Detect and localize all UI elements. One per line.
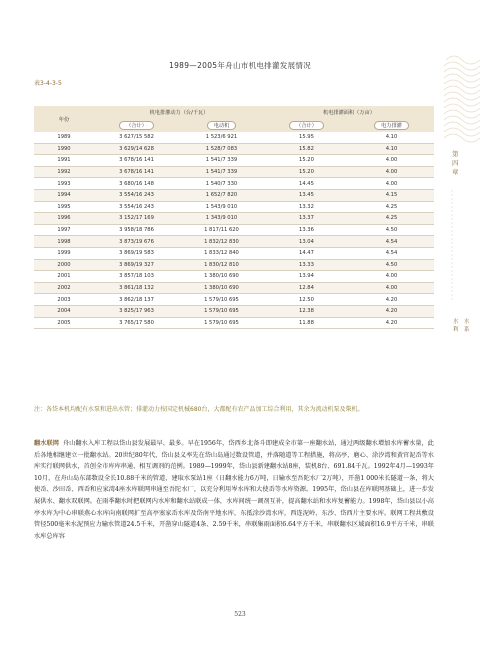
cell-power: 3 554/16 243 — [94, 201, 179, 213]
cell-motor: 1 528/7 083 — [179, 143, 264, 155]
cell-area: 12.84 — [264, 282, 349, 294]
header-motor-label: 电动机 — [207, 121, 237, 130]
table-row — [34, 155, 434, 167]
cell-motor: 1 380/10 690 — [179, 282, 264, 294]
cell-area: 14.47 — [264, 247, 349, 259]
table-number: 表3-4-3-5 — [34, 80, 62, 87]
cell-motor: 1 579/10 695 — [179, 317, 264, 329]
side-wave-decoration — [444, 0, 480, 651]
table-row — [34, 282, 434, 294]
cell-year: 1995 — [34, 201, 94, 213]
header-total — [94, 119, 179, 132]
cell-elec: 4.00 — [349, 166, 434, 178]
cell-motor: 1 817/11 620 — [179, 224, 264, 236]
cell-power: 3 678/16 141 — [94, 155, 179, 167]
table-row — [34, 247, 434, 259]
cell-power: 3 869/19 327 — [94, 259, 179, 271]
table-row — [34, 213, 434, 225]
cell-motor: 1 343/9 010 — [179, 213, 264, 225]
table-row — [34, 259, 434, 271]
cell-area: 15.82 — [264, 143, 349, 155]
cell-elec: 4.15 — [349, 189, 434, 201]
cell-elec: 4.20 — [349, 317, 434, 329]
cell-area: 13.32 — [264, 201, 349, 213]
cell-area: 13.33 — [264, 259, 349, 271]
table-row — [34, 143, 434, 155]
table-note: 注：各岱本机均配有水泵和进出水管；排灌动力按国定机械680台，大都配有农产品加工综合利用，其余为流动机泵及柴机。 — [34, 406, 364, 413]
cell-power: 3 629/14 628 — [94, 143, 179, 155]
cell-elec: 4.25 — [349, 213, 434, 225]
cell-year: 2003 — [34, 294, 94, 306]
header-total-label: （合计） — [119, 121, 154, 130]
cell-motor: 1 543/9 010 — [179, 201, 264, 213]
table-row — [34, 201, 434, 213]
header-total2 — [264, 119, 349, 132]
cell-year: 2002 — [34, 282, 94, 294]
cell-motor: 1 380/10 690 — [179, 271, 264, 283]
body-paragraph — [34, 438, 434, 542]
cell-power: 3 958/18 786 — [94, 224, 179, 236]
cell-year: 1993 — [34, 178, 94, 190]
cell-power: 3 627/15 582 — [94, 132, 179, 143]
table-row — [34, 132, 434, 143]
cell-year: 2001 — [34, 271, 94, 283]
cell-motor: 1 833/12 840 — [179, 247, 264, 259]
cell-motor: 1 652/7 820 — [179, 189, 264, 201]
side-sub-label-2: 水 系 — [464, 319, 470, 333]
cell-area: 13.37 — [264, 213, 349, 225]
cell-elec: 4.00 — [349, 271, 434, 283]
cell-area: 11.88 — [264, 317, 349, 329]
cell-elec: 4.20 — [349, 305, 434, 317]
cell-elec: 4.54 — [349, 247, 434, 259]
table-row — [34, 271, 434, 283]
cell-year: 1996 — [34, 213, 94, 225]
cell-motor: 1 579/10 695 — [179, 294, 264, 306]
table-row — [34, 294, 434, 306]
cell-motor: 1 523/6 921 — [179, 132, 264, 143]
cell-motor: 1 579/10 695 — [179, 305, 264, 317]
cell-area: 12.50 — [264, 294, 349, 306]
header-motor — [179, 119, 264, 132]
cell-power: 3 857/18 103 — [94, 271, 179, 283]
cell-area: 15.20 — [264, 155, 349, 167]
cell-area: 13.94 — [264, 271, 349, 283]
cell-motor: 1 541/7 339 — [179, 155, 264, 167]
cell-motor: 1 541/7 339 — [179, 166, 264, 178]
table-row — [34, 166, 434, 178]
cell-elec: 4.00 — [349, 178, 434, 190]
cell-power: 3 765/17 580 — [94, 317, 179, 329]
cell-area: 13.04 — [264, 236, 349, 248]
cell-elec: 4.10 — [349, 132, 434, 143]
cell-year: 2004 — [34, 305, 94, 317]
cell-area: 13.45 — [264, 189, 349, 201]
cell-elec: 4.20 — [349, 294, 434, 306]
page-title: 1989—2005年舟山市机电排灌发展情况 — [169, 61, 311, 70]
cell-power: 3 152/17 169 — [94, 213, 179, 225]
cell-power: 3 861/18 132 — [94, 282, 179, 294]
cell-area: 13.36 — [264, 224, 349, 236]
cell-elec: 4.00 — [349, 282, 434, 294]
cell-power: 3 680/16 148 — [94, 178, 179, 190]
cell-elec: 4.50 — [349, 259, 434, 271]
cell-year: 1989 — [34, 132, 94, 143]
header-elec-label: 电力排灌 — [374, 121, 409, 130]
cell-year: 1997 — [34, 224, 94, 236]
cell-elec: 4.50 — [349, 224, 434, 236]
cell-power: 3 825/17 963 — [94, 305, 179, 317]
cell-power: 3 554/16 243 — [94, 189, 179, 201]
cell-elec: 4.10 — [349, 143, 434, 155]
cell-motor: 1 540/7 330 — [179, 178, 264, 190]
cell-year: 1992 — [34, 166, 94, 178]
header-elec — [349, 119, 434, 132]
table-row — [34, 224, 434, 236]
irrigation-table — [34, 106, 434, 329]
cell-year: 1990 — [34, 143, 94, 155]
cell-year: 1999 — [34, 247, 94, 259]
cell-year: 2005 — [34, 317, 94, 329]
cell-elec: 4.25 — [349, 201, 434, 213]
side-sub-label-1: 水 利 — [453, 319, 459, 333]
cell-power: 3 678/16 141 — [94, 166, 179, 178]
body-text: 舟山翻水入库工程以岱山县发展最早、最多。早在1956年，岱西乡北备斗即建成全市第一座翻水站，通过两级翻水增加水库蓄水量，此后各地相继建立一批翻水站。20世纪80年代，岱山县义率先在岱山岛通过数设管道，并落随道等工程措施，将高亭、磨心、涂汐湾和黄官泥岙等水库实行联网供水，首创全市库库串通、相互调剂的范例。1989—1999年，岱山县新建翻水站8座，装机8台、691.84千瓦。1992年4月—1993年10月，在舟山岛东部数设全长10.88千米的管道，建取水泵站1座（日翻水能力6万吨，日输水至吾陀水厂2万吨），开凿1 000米长隧道一条，将大使岙、沙田岙、西岙和应家湾4座水库联网串通至吾陀水厂，以充分利用岑水库和大使岙等水库资源。1995年，岱山县在库联网基础上，进一步发展供水、翻水双联网。在雨季翻水时把联网内水库和翻水站联成一体，水库间统一调剂互补，提高翻水站和水库复蓄能力。1998年，岱山县以小高亭水库为中心串联燕心水库向南联网扩至高亭塞家岙水库及岱南平地水库，东抵涂沙湾水库，西连泥岭、东沙、岱西片主要水库。联网工程共敷设管径500毫米水泥预应力输水管道24.5千米，开凿穿山隧道4条、2.59千米，串联集雨面积6.64平方千米，串联翻水区域面积16.9平方千米，串联水库总库容 — [34, 440, 434, 540]
cell-year: 1991 — [34, 155, 94, 167]
header-area-group: 机电排灌面积（万亩） — [264, 106, 434, 119]
cell-power: 3 869/19 583 — [94, 247, 179, 259]
cell-year: 1994 — [34, 189, 94, 201]
header-year: 年份 — [34, 106, 94, 132]
header-power-group: 机电排灌动力（台/千瓦） — [94, 106, 264, 119]
page-number: 523 — [234, 611, 246, 618]
header-total2-label: （合计） — [289, 121, 324, 130]
cell-elec: 4.00 — [349, 155, 434, 167]
side-chapter-label: 第 四 章 — [452, 150, 459, 176]
table-row — [34, 189, 434, 201]
cell-year: 2000 — [34, 259, 94, 271]
table-row — [34, 317, 434, 329]
table-row — [34, 305, 434, 317]
table-row — [34, 178, 434, 190]
cell-area: 14.45 — [264, 178, 349, 190]
cell-area: 12.38 — [264, 305, 349, 317]
table-row — [34, 236, 434, 248]
cell-elec: 4.54 — [349, 236, 434, 248]
cell-area: 15.20 — [264, 166, 349, 178]
cell-area: 15.95 — [264, 132, 349, 143]
cell-power: 3 873/19 676 — [94, 236, 179, 248]
cell-motor: 1 832/12 830 — [179, 236, 264, 248]
cell-year: 1998 — [34, 236, 94, 248]
cell-power: 3 862/18 137 — [94, 294, 179, 306]
cell-motor: 1 830/12 810 — [179, 259, 264, 271]
section-lead: 翻水联网 — [34, 440, 59, 447]
